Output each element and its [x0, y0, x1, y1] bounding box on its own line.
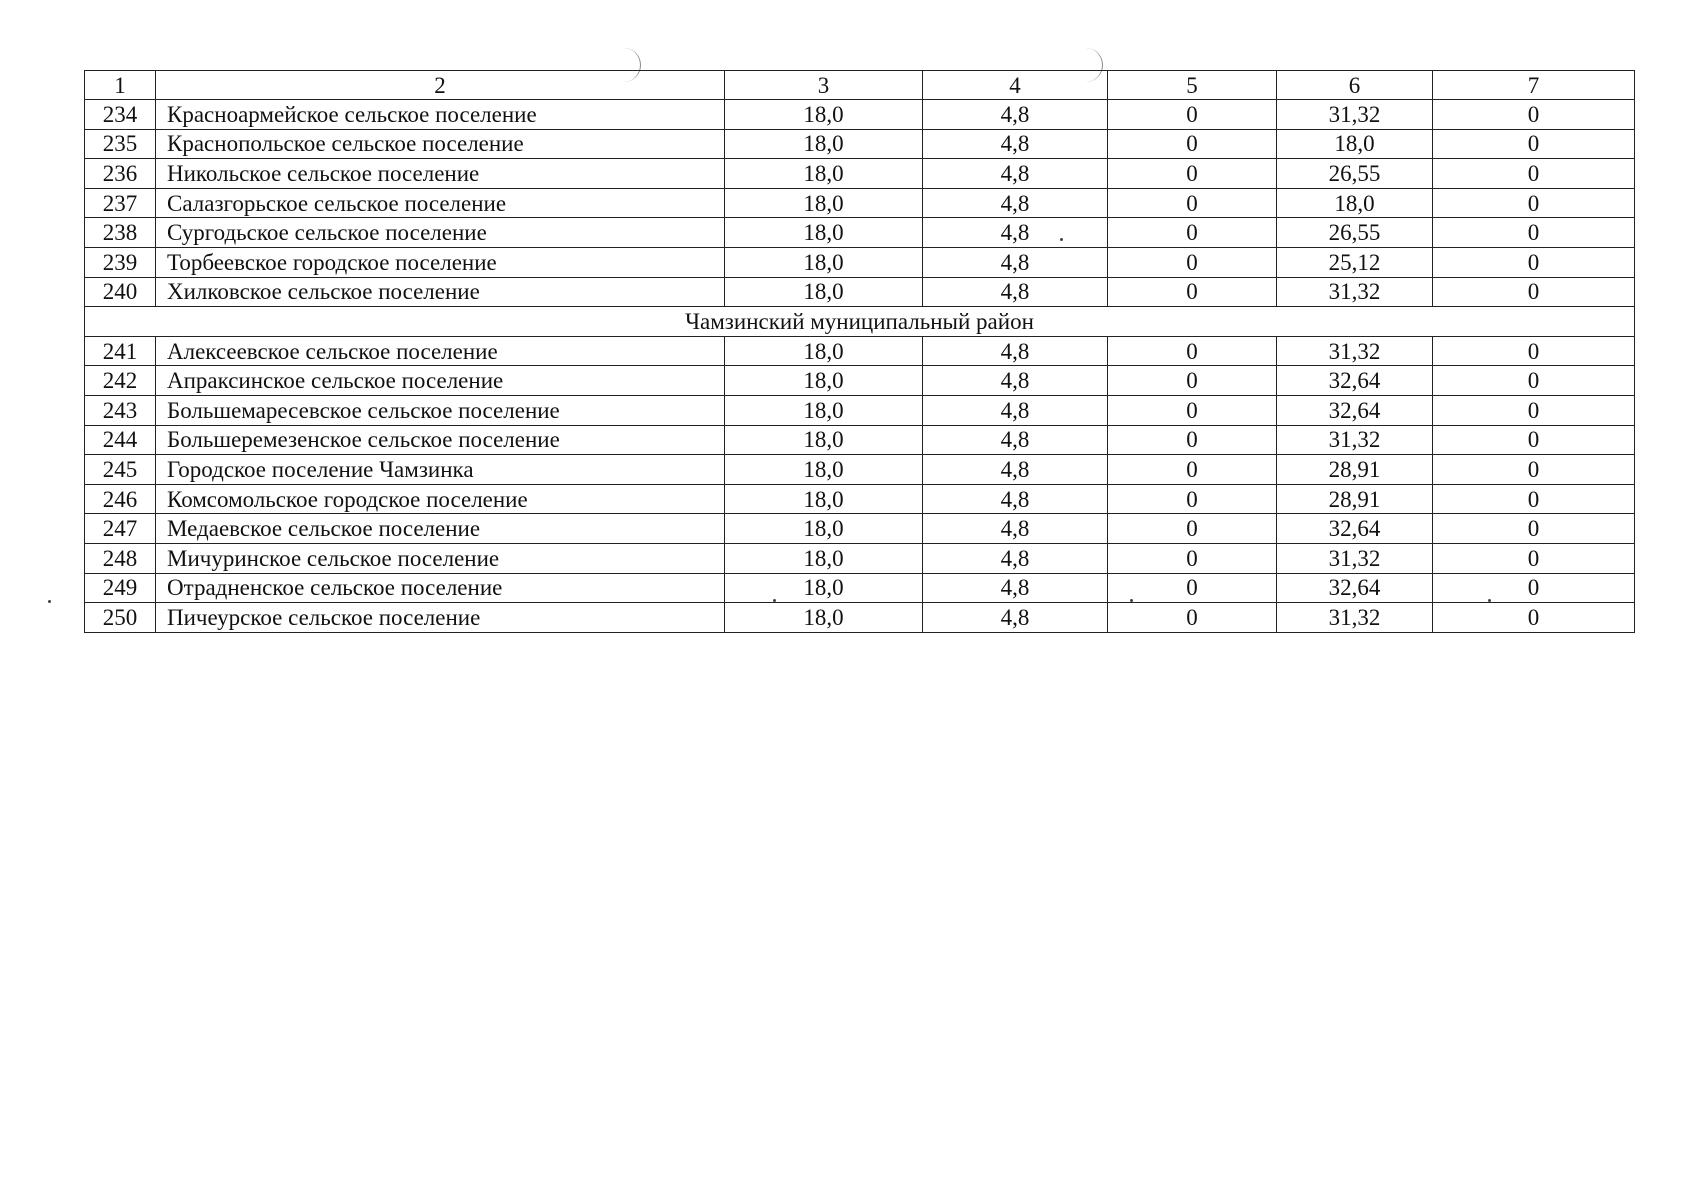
column-header: 2 [156, 71, 725, 100]
settlement-name-cell: Никольское сельское поселение [156, 159, 725, 189]
value-cell-col3: 18,0 [725, 218, 923, 248]
value-cell-col3: 18,0 [725, 129, 923, 159]
value-cell-col6: 31,32 [1277, 543, 1433, 573]
value-cell-col4: 4,8 [923, 188, 1108, 218]
column-header: 1 [85, 71, 156, 100]
value-cell-col4: 4,8 [923, 277, 1108, 307]
value-cell-col5: 0 [1108, 366, 1277, 396]
table-row [85, 100, 1635, 130]
value-cell-col6: 28,91 [1277, 484, 1433, 514]
value-cell-col4: 4,8 [923, 455, 1108, 485]
value-cell-col6: 32,64 [1277, 573, 1433, 603]
table-row [85, 603, 1635, 633]
row-number-cell: 235 [85, 129, 156, 159]
settlement-name-cell: Комсомольское городское поселение [156, 484, 725, 514]
value-cell-col5: 0 [1108, 603, 1277, 633]
column-header: 6 [1277, 71, 1433, 100]
settlement-name-cell: Пичеурское сельское поселение [156, 603, 725, 633]
value-cell-col5: 0 [1108, 129, 1277, 159]
value-cell-col7: 0 [1433, 425, 1635, 455]
settlement-name-cell: Алексеевское сельское поселение [156, 336, 725, 366]
row-number-cell: 238 [85, 218, 156, 248]
value-cell-col4: 4,8 [923, 336, 1108, 366]
column-header: 3 [725, 71, 923, 100]
row-number-cell: 240 [85, 277, 156, 307]
settlement-name-cell: Сургодьское сельское поселение [156, 218, 725, 248]
value-cell-col5: 0 [1108, 100, 1277, 130]
value-cell-col5: 0 [1108, 484, 1277, 514]
table-row [85, 159, 1635, 189]
value-cell-col3: 18,0 [725, 366, 923, 396]
value-cell-col3: 18,0 [725, 455, 923, 485]
column-header: 4 [923, 71, 1108, 100]
value-cell-col4: 4,8 [923, 129, 1108, 159]
value-cell-col3: 18,0 [725, 277, 923, 307]
table-row [85, 277, 1635, 307]
value-cell-col3: 18,0 [725, 484, 923, 514]
table-row [85, 455, 1635, 485]
settlement-name-cell: Отрадненское сельское поселение [156, 573, 725, 603]
table-row [85, 129, 1635, 159]
table-body [85, 100, 1635, 633]
value-cell-col7: 0 [1433, 129, 1635, 159]
value-cell-col7: 0 [1433, 395, 1635, 425]
value-cell-col7: 0 [1433, 366, 1635, 396]
value-cell-col6: 32,64 [1277, 395, 1433, 425]
table-row [85, 247, 1635, 277]
value-cell-col7: 0 [1433, 573, 1635, 603]
table-row [85, 395, 1635, 425]
settlement-name-cell: Мичуринское сельское поселение [156, 543, 725, 573]
value-cell-col6: 31,32 [1277, 100, 1433, 130]
value-cell-col5: 0 [1108, 425, 1277, 455]
value-cell-col4: 4,8 [923, 247, 1108, 277]
value-cell-col7: 0 [1433, 455, 1635, 485]
value-cell-col6: 31,32 [1277, 603, 1433, 633]
value-cell-col4: 4,8 [923, 100, 1108, 130]
value-cell-col7: 0 [1433, 159, 1635, 189]
table-row [85, 336, 1635, 366]
value-cell-col7: 0 [1433, 247, 1635, 277]
row-number-cell: 243 [85, 395, 156, 425]
value-cell-col6: 32,64 [1277, 514, 1433, 544]
value-cell-col6: 28,91 [1277, 455, 1433, 485]
settlement-name-cell: Большемаресевское сельское поселение [156, 395, 725, 425]
value-cell-col5: 0 [1108, 336, 1277, 366]
value-cell-col6: 26,55 [1277, 218, 1433, 248]
row-number-cell: 246 [85, 484, 156, 514]
value-cell-col5: 0 [1108, 159, 1277, 189]
row-number-cell: 248 [85, 543, 156, 573]
value-cell-col4: 4,8 [923, 159, 1108, 189]
table-row [85, 188, 1635, 218]
settlement-name-cell: Торбеевское городское поселение [156, 247, 725, 277]
settlement-name-cell: Хилковское сельское поселение [156, 277, 725, 307]
value-cell-col4: 4,8 [923, 543, 1108, 573]
value-cell-col5: 0 [1108, 277, 1277, 307]
value-cell-col3: 18,0 [725, 425, 923, 455]
value-cell-col4: 4,8 [923, 366, 1108, 396]
value-cell-col3: 18,0 [725, 603, 923, 633]
column-header: 7 [1433, 71, 1635, 100]
data-table [84, 70, 1635, 633]
table-row [85, 514, 1635, 544]
value-cell-col3: 18,0 [725, 159, 923, 189]
value-cell-col6: 31,32 [1277, 425, 1433, 455]
settlement-name-cell: Медаевское сельское поселение [156, 514, 725, 544]
row-number-cell: 245 [85, 455, 156, 485]
value-cell-col3: 18,0 [725, 543, 923, 573]
value-cell-col3: 18,0 [725, 100, 923, 130]
row-number-cell: 242 [85, 366, 156, 396]
value-cell-col4: 4,8 [923, 573, 1108, 603]
section-header-row [85, 307, 1635, 337]
row-number-cell: 234 [85, 100, 156, 130]
value-cell-col5: 0 [1108, 543, 1277, 573]
row-number-cell: 247 [85, 514, 156, 544]
value-cell-col5: 0 [1108, 514, 1277, 544]
value-cell-col4: 4,8 [923, 425, 1108, 455]
settlement-name-cell: Краснопольское сельское поселение [156, 129, 725, 159]
scan-speck [48, 600, 51, 603]
row-number-cell: 249 [85, 573, 156, 603]
table-row [85, 425, 1635, 455]
value-cell-col5: 0 [1108, 573, 1277, 603]
value-cell-col7: 0 [1433, 277, 1635, 307]
settlement-name-cell: Городское поселение Чамзинка [156, 455, 725, 485]
row-number-cell: 237 [85, 188, 156, 218]
value-cell-col6: 18,0 [1277, 188, 1433, 218]
value-cell-col7: 0 [1433, 484, 1635, 514]
value-cell-col6: 26,55 [1277, 159, 1433, 189]
value-cell-col3: 18,0 [725, 247, 923, 277]
value-cell-col3: 18,0 [725, 573, 923, 603]
value-cell-col6: 32,64 [1277, 366, 1433, 396]
value-cell-col6: 31,32 [1277, 336, 1433, 366]
row-number-cell: 250 [85, 603, 156, 633]
settlement-name-cell: Большеремезенское сельское поселение [156, 425, 725, 455]
value-cell-col7: 0 [1433, 336, 1635, 366]
value-cell-col6: 25,12 [1277, 247, 1433, 277]
section-title: Чамзинский муниципальный район [85, 307, 1635, 337]
value-cell-col3: 18,0 [725, 336, 923, 366]
row-number-cell: 241 [85, 336, 156, 366]
column-header: 5 [1108, 71, 1277, 100]
table-header-row [85, 71, 1635, 100]
value-cell-col4: 4,8 [923, 514, 1108, 544]
settlement-name-cell: Апраксинское сельское поселение [156, 366, 725, 396]
value-cell-col5: 0 [1108, 455, 1277, 485]
table-row [85, 366, 1635, 396]
row-number-cell: 239 [85, 247, 156, 277]
table-row [85, 573, 1635, 603]
value-cell-col3: 18,0 [725, 514, 923, 544]
value-cell-col4: 4,8 [923, 218, 1108, 248]
table-row [85, 218, 1635, 248]
table-row [85, 543, 1635, 573]
value-cell-col7: 0 [1433, 100, 1635, 130]
settlement-name-cell: Салазгорьское сельское поселение [156, 188, 725, 218]
table-row [85, 484, 1635, 514]
value-cell-col5: 0 [1108, 247, 1277, 277]
row-number-cell: 236 [85, 159, 156, 189]
value-cell-col6: 31,32 [1277, 277, 1433, 307]
value-cell-col5: 0 [1108, 395, 1277, 425]
value-cell-col7: 0 [1433, 188, 1635, 218]
value-cell-col4: 4,8 [923, 603, 1108, 633]
value-cell-col3: 18,0 [725, 188, 923, 218]
value-cell-col5: 0 [1108, 188, 1277, 218]
value-cell-col3: 18,0 [725, 395, 923, 425]
value-cell-col6: 18,0 [1277, 129, 1433, 159]
row-number-cell: 244 [85, 425, 156, 455]
value-cell-col7: 0 [1433, 514, 1635, 544]
value-cell-col7: 0 [1433, 543, 1635, 573]
value-cell-col4: 4,8 [923, 484, 1108, 514]
value-cell-col4: 4,8 [923, 395, 1108, 425]
settlement-name-cell: Красноармейское сельское поселение [156, 100, 725, 130]
value-cell-col7: 0 [1433, 603, 1635, 633]
value-cell-col5: 0 [1108, 218, 1277, 248]
value-cell-col7: 0 [1433, 218, 1635, 248]
